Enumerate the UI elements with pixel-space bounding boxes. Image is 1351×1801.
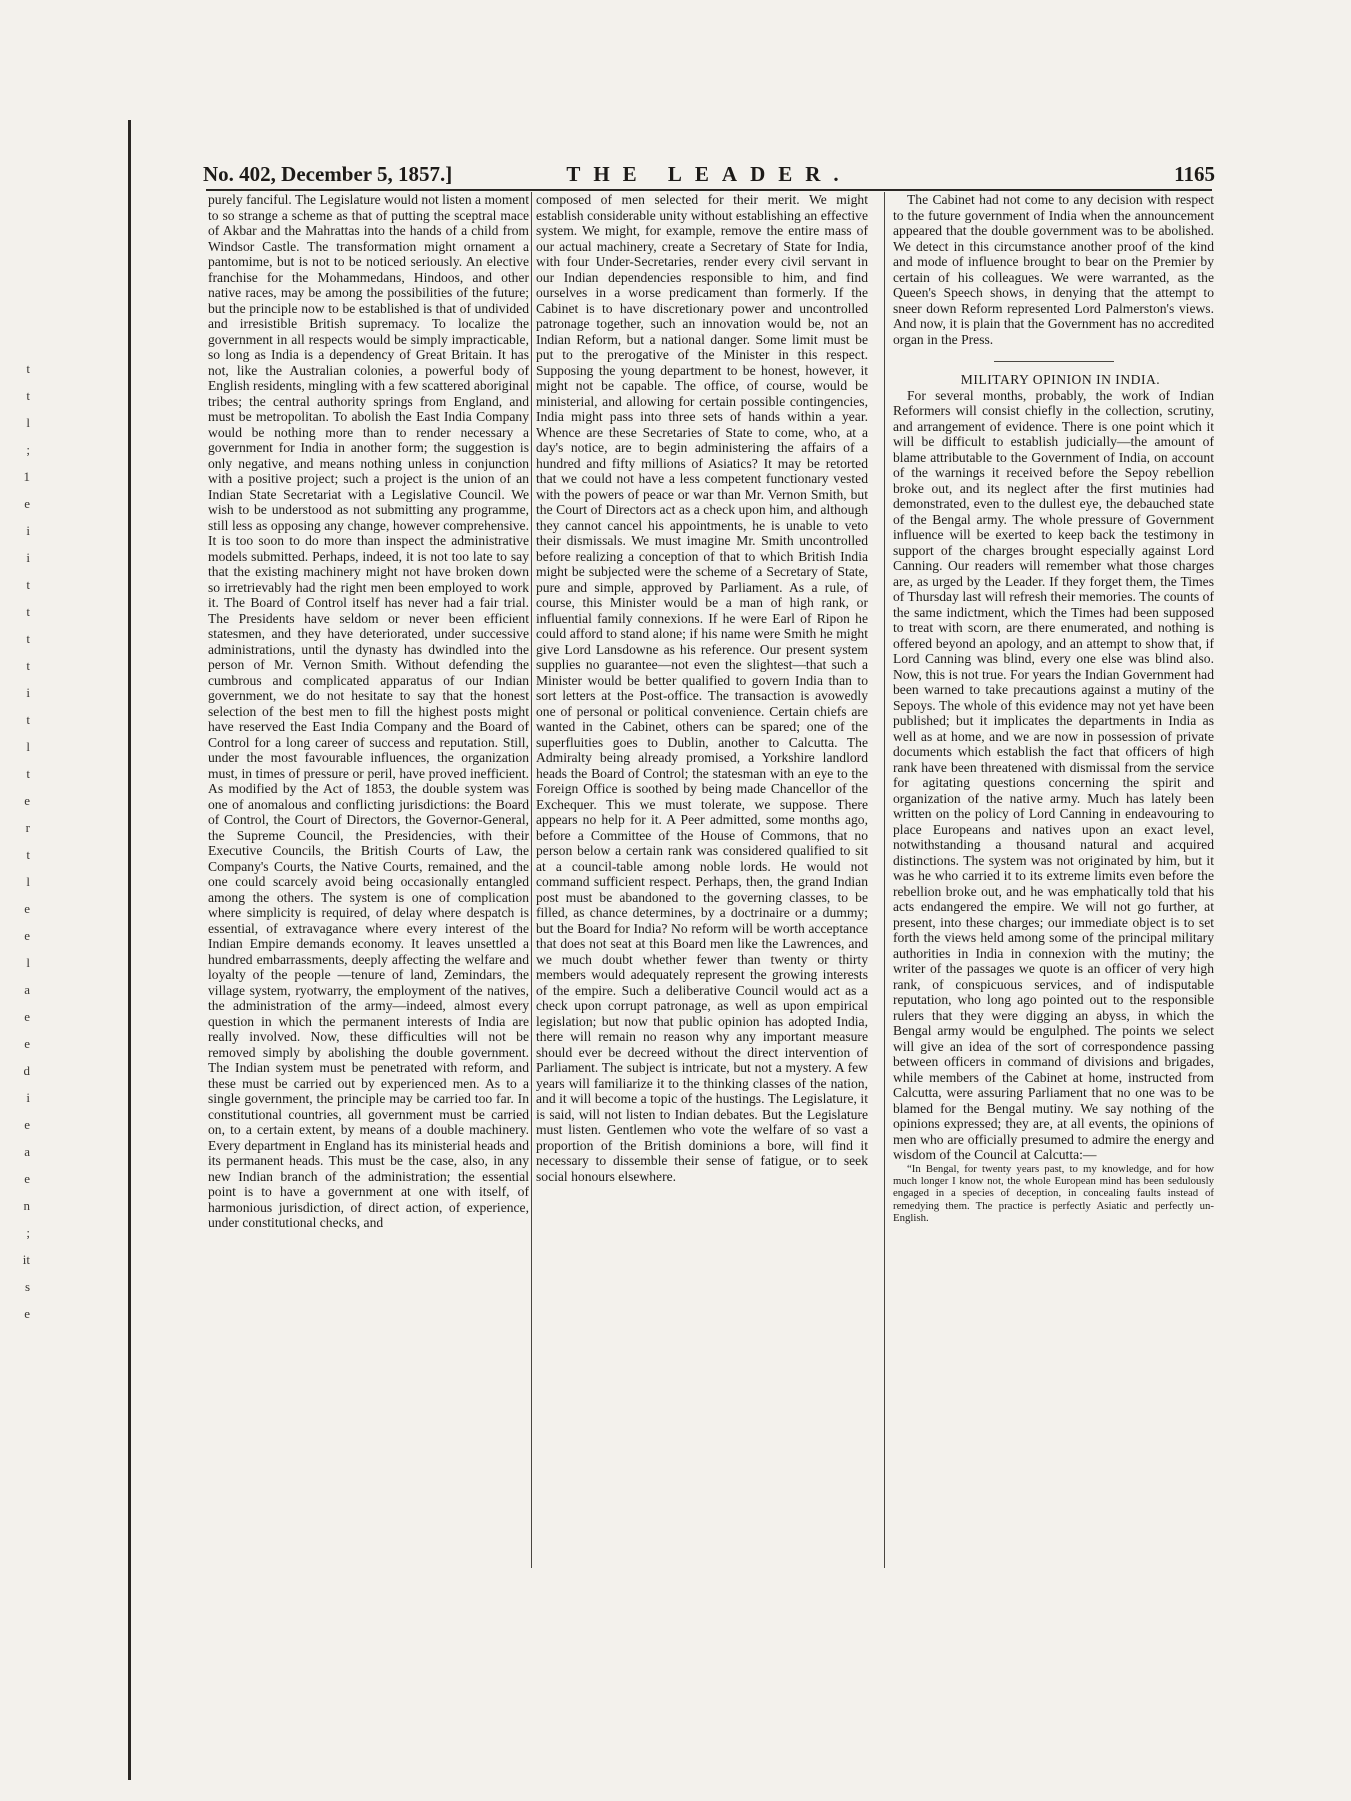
margin-fragment: it bbox=[22, 1252, 30, 1267]
margin-fragment: t bbox=[26, 658, 30, 673]
margin-fragment: t bbox=[26, 388, 30, 403]
newspaper-title: THE LEADER. bbox=[566, 162, 852, 186]
section-title: MILITARY OPINION IN INDIA. bbox=[960, 372, 1161, 387]
column-3-body: For several months, probably, the work of Indian Reformers will consist chiefly in the collection, scrutiny, and arrangement of evidence. There is one point which it will be difficult to establish judicially—the amount of blame attributable to the Government of India, on account of the warnings it received before the Sepoy rebellion broke out, and its neglect after the first mutinies had demonstrated, even to the dullest eye, the debauched state of the Bengal army. The whole pressure of Government influence will be exerted to keep back the testimony in support of the charges brought especially against Lord Canning. Our readers will remember what those charges are, as urged by the Leader. If they forget them, the Times of Thursday last will refresh their memories. The counts of the same indictment, which the Times had been supposed to treat with scorn, are there enumerated, and nothing is offered beyond an apology, and an attempt to show that, if Lord Canning was blind, every one else was blind also. Now, this is not true. For years the Indian Government had been warned to take precautions against a mutiny of the Sepoys. The whole of this evidence may not yet have been published; but it implicates the departments in India as well as at home, and we are now in possession of private documents which establish the fact that officers of high rank have been threatened with dismissal from the service for agitating questions concerning the spirit and organization of the native army. Much has lately been written on the policy of Lord Canning in endeavouring to place Europeans and natives upon an exact level, notwithstanding a thousand natural and acquired distinctions. The system was not originated by him, but it was he who carried it to its extreme limits even before the rebellion broke out, and he was emphatically told that his acts endangered the empire. We will not go further, at present, into these charges; our immediate object is to set forth the views held among some of the principal military authorities in India in connexion with the mutiny; the writer of the passages we quote is an officer of very high rank, of conspicuous services, and of indisputable reputation, who long ago pointed out to the responsible rulers that they were digging an abyss, in which the Bengal army would be engulphed. The points we select will give an idea of the sort of correspondence passing between officers in command of divisions and brigades, while members of the Cabinet at home, instructed from Calcutta, were assuring Parliament that no one was to be blamed for the Bengal mutiny. We say nothing of the opinions expressed; they are, at all events, the opinions of men who are officially presumed to admire the energy and wisdom of the Council at Calcutta:— bbox=[893, 387, 1214, 1162]
margin-fragment: e bbox=[24, 496, 30, 511]
column-divider-1 bbox=[531, 192, 532, 1568]
margin-fragment: i bbox=[26, 523, 30, 538]
margin-fragment: t bbox=[26, 604, 30, 619]
margin-fragment: d bbox=[23, 1063, 30, 1078]
column-2-text: composed of men selected for their merit. We might establish considerable unity without establishing an effective system. We might, for example, remove the entire mass of our actual machinery, create a Secretary of State for India, with four Under-Secretaries, render every civil servant in our Indian dependencies responsible to him, and find ourselves in a worse predicament than formerly. If the Cabinet is to have discretionary power and uncontrolled patronage together, such an innovation would be, not an Indian Reform, but a national danger. Some limit must be put to the prerogative of the Minister in this respect. Supposing the young department to be honest, however, it might not be capable. The office, of course, would be ministerial, and allowing for certain possible contingencies, India might pass into three sets of hands within a year. Whence are these Secretaries of State to come, who, at a day's notice, are to begin administering the affairs of a hundred and fifty millions of Asiatics? It may be retorted that we could not have a less competent functionary vested with the powers of peace or war than Mr. Vernon Smith, but the Court of Directors act as a check upon him, and although they cannot cancel his appointments, he is unable to veto their dismissals. We must imagine Mr. Smith uncontrolled before realizing a conception of that to which British India might be subjected were the scheme of a Secretary of State, pure and simple, approved by Parliament. As a rule, of course, this Minister would be a man of high rank, or influential family connexions. If he were Earl of Ripon he could afford to stand alone; if his name were Smith he might give Lord Lansdowne as his reference. Our present system supplies no guarantee—not even the slightest—that such a Minister would be better qualified to govern India than to sort letters at the Post-office. The transaction is avowedly one of personal or political convenience. Certain chiefs are wanted in the Cabinet, others can be spared; one of the superfluities goes to Dublin, another to Calcutta. The Admiralty being already promised, a Yorkshire landlord heads the Board of Control; the statesman with an eye to the Foreign Office is soothed by being made Chancellor of the Exchequer. This we must tolerate, we suppose. There appears no help for it. A Peer admitted, some months ago, before a Committee of the House of Commons, that no person below a certain rank was considered qualified to sit at a council-table among noble lords. He would not command sufficient respect. Perhaps, then, the grand Indian post must be abandoned to the governing classes, to be filled, as chance determines, by a doctrinaire or a dummy; but the Board for India? No reform will be worth acceptance that does not seat at this Board men like the Lawrences, and we much doubt whether fewer than twenty or thirty members would adequately represent the growing interests of the empire. Such a deliberative Council would act as a check upon corrupt patronage, as well as upon empirical legislation; but now that public opinion has adopted India, there will remain no reason why any important measure should ever be decreed without the direct intervention of Parliament. The subject is intricate, but not a mystery. A few years will familiarize it to the thinking classes of the nation, and it will become a topic of the hustings. The Legislature, it is said, will not listen to Indian debates. But the Legislature must listen. Gentlemen who vote the welfare of so vast a proportion of the British dominions a bore, will find it necessary to dissemble their sense of fatigue, or to seek social honours elsewhere. bbox=[536, 192, 868, 1184]
column-3-quote: “In Bengal, for twenty years past, to my knowledge, and for how much longer I know not, the whole European mind has been sedulously engaged in a species of deception, in concealing faults instead of remedying them. The practice is perfectly Asiatic and perfectly un-English. bbox=[893, 1162, 1214, 1225]
page-number: 1165 bbox=[1174, 162, 1215, 186]
masthead bbox=[203, 162, 1215, 188]
margin-fragment: i bbox=[26, 550, 30, 565]
margin-fragment: i bbox=[26, 1090, 30, 1105]
column-3 bbox=[893, 192, 1214, 1566]
column-1-text: purely fanciful. The Legislature would not listen a moment to so strange a scheme as that of putting the sceptral mace of Akbar and the Mahrattas into the hands of a child from Windsor Castle. The transformation might ornament a pantomime, but is not to be noticed seriously. An elective franchise for the Mohammedans, Hindoos, and other native races, may be among the possibilities of the future; but the principle now to be established is that of undivided and irresistible British supremacy. To localize the government in all respects would be simply impracticable, so long as India is a dependency of Great Britain. It has not, like the Australian colonies, a powerful body of English residents, mingling with a few scattered aboriginal tribes; the central authority springs from England, and must be metropolitan. To abolish the East India Company would be nothing more than to render necessary a government for India in another form; the suggestion is only negative, and means nothing unless in conjunction with a positive project; such a project is the union of an Indian State Secretariat with a Legislative Council. We wish to be understood as not submitting any programme, still less as opposing any change, however comprehensive. It is too soon to do more than inspect the administrative models submitted. Perhaps, indeed, it is not too late to say that the existing machinery might not have broken down so irretrievably had the right men been employed to work it. The Board of Control itself has never had a fair trial. The Presidents have seldom or never been efficient statesmen, and they have deteriorated, under successive administrations, until the dynasty has dwindled into the person of Mr. Vernon Smith. Without defending the cumbrous and complicated apparatus of our Indian government, we do not hesitate to say that the honest selection of the best men to fill the highest posts might have reserved the East India Company and the Board of Control for a long career of success and reputation. Still, under the most favourable influences, the organization must, in times of pressure or peril, have proved inefficient. As modified by the Act of 1853, the double system was one of anomalous and conflicting jurisdictions: the Board of Control, the Court of Directors, the Governor-General, the Supreme Council, the Presidencies, with their Executive Councils, the British Courts of Law, the Company's Courts, the Native Courts, remained, and the one could scarcely avoid being occasionally entangled among the others. The system is one of complication where simplicity is required, of delay where despatch is essential, of extravagance where every interest of the Indian Empire demands economy. It leaves unsettled a hundred embarrassments, deeply affecting the welfare and loyalty of the people —tenure of land, Zemindars, the village system, ryotwarry, the employment of the natives, the administration of the army—indeed, almost every question in which the permanent interests of India are really involved. Now, these difficulties will not be removed simply by abolishing the double government. The Indian system must be penetrated with reform, and these must be carried out by experienced men. As to a single government, the principle may be carried too far. In constitutional countries, all government must be carried on, to a certain extent, by means of a double machinery. Every department in England has its ministerial heads and its permanent heads. This must be the case, also, in any new Indian branch of the administration; the essential point is to have a government at one with itself, of harmonious jurisdiction, of direct action, of experience, under constitutional checks, and bbox=[208, 192, 529, 1230]
section-separator bbox=[994, 361, 1114, 362]
header-rule bbox=[206, 189, 1212, 191]
margin-fragment: l bbox=[26, 955, 30, 970]
column-divider-2 bbox=[884, 192, 885, 1568]
margin-fragment: e bbox=[24, 1171, 30, 1186]
margin-fragment: e bbox=[24, 928, 30, 943]
margin-fragment: t bbox=[26, 361, 30, 376]
issue-line: No. 402, December 5, 1857.] bbox=[203, 162, 453, 186]
margin-fragment: t bbox=[26, 631, 30, 646]
margin-fragment: t bbox=[26, 712, 30, 727]
margin-fragment: a bbox=[24, 1144, 30, 1159]
margin-fragment: ; bbox=[26, 1225, 30, 1240]
margin-fragments bbox=[8, 355, 30, 1327]
margin-fragment: e bbox=[24, 793, 30, 808]
margin-fragment: 1 bbox=[23, 469, 30, 484]
margin-fragment: l bbox=[26, 874, 30, 889]
margin-fragment: a bbox=[24, 982, 30, 997]
page-edge-rule bbox=[128, 120, 131, 1780]
margin-fragment: t bbox=[26, 577, 30, 592]
margin-fragment: e bbox=[24, 1009, 30, 1024]
margin-fragment: t bbox=[26, 766, 30, 781]
column-3-intro: The Cabinet had not come to any decision with respect to the future government of India when the announcement appeared that the double government was to be abolished. We detect in this circumstance another proof of the kind and mode of influence brought to bear on the Premier by certain of his colleagues. We were warranted, as the Queen's Speech shows, in denying that the attempt to sneer down Reform represented Lord Palmerston's views. And now, it is plain that the Government has no accredited organ in the Press. bbox=[893, 192, 1214, 347]
margin-fragment: i bbox=[26, 685, 30, 700]
margin-fragment: e bbox=[24, 1306, 30, 1321]
margin-fragment: n bbox=[23, 1198, 30, 1213]
column-1 bbox=[208, 192, 529, 1566]
margin-fragment: e bbox=[24, 1117, 30, 1132]
margin-fragment: r bbox=[25, 820, 30, 835]
margin-fragment: ; bbox=[26, 442, 30, 457]
margin-fragment: s bbox=[24, 1279, 30, 1294]
margin-fragment: l bbox=[26, 739, 30, 754]
column-2 bbox=[536, 192, 868, 1566]
margin-fragment: t bbox=[26, 847, 30, 862]
margin-fragment: e bbox=[24, 1036, 30, 1051]
margin-fragment: e bbox=[24, 901, 30, 916]
margin-fragment: l bbox=[26, 415, 30, 430]
